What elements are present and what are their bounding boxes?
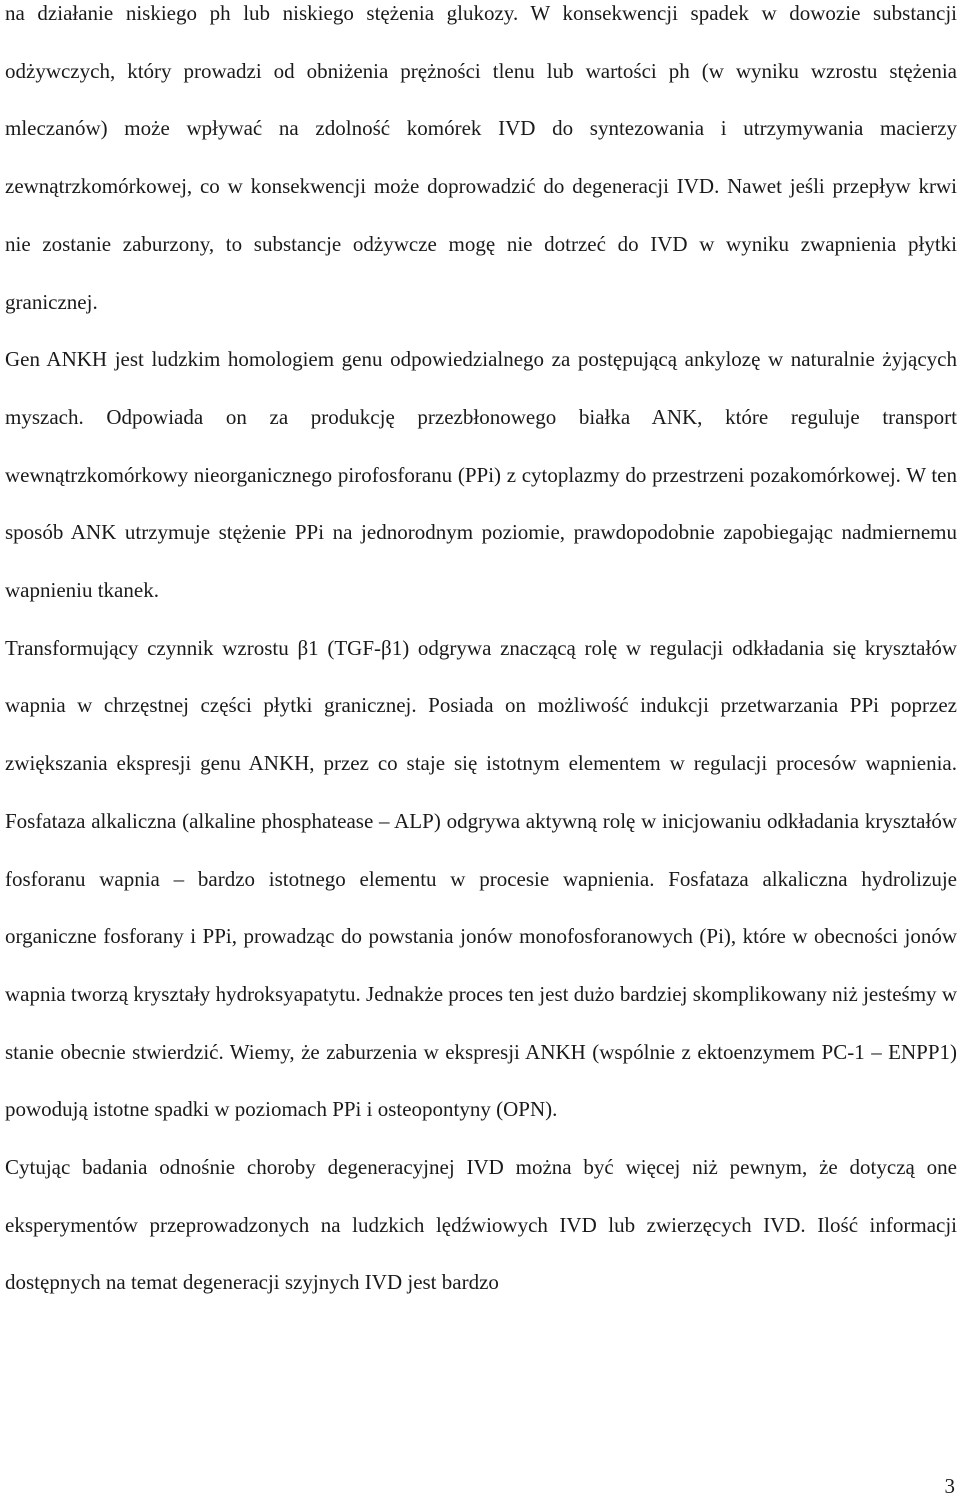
document-page — [5, 0, 957, 1312]
paragraph-tgf-beta-calcification: Transformujący czynnik wzrostu β1 (TGF-β1) odgrywa znaczącą rolę w regulacji odkładania się kryształów wapnia w chrzęstnej części płytki granicznej. Posiada on możliwość indukcji przetwarzania PPi poprzez zwiększania ekspresji genu ANKH, przez co staje się istotnym elementem w regulacji procesów wapnienia. Fosfataza alkaliczna (alkaline phosphatease – ALP) odgrywa aktywną rolę w inicjowaniu odkładania kryształów fosforanu wapnia – bardzo istotnego elementu w procesie wapnienia. Fosfataza alkaliczna hydrolizuje organiczne fosforany i PPi, prowadząc do powstania jonów monofosforanowych (Pi), które w obecności jonów wapnia tworzą kryształy hydroksyapatytu. Jednakże proces ten jest dużo bardziej skomplikowany niż jesteśmy w stanie obecnie stwierdzić. Wiemy, że zaburzenia w ekspresji ANKH (wspólnie z ektoenzymem PC-1 – ENPP1) powodują istotne spadki w poziomach PPi i osteopontyny (OPN). — [5, 635, 957, 1122]
paragraph-cervical-ivd-research: Cytując badania odnośnie choroby degeneracyjnej IVD można być więcej niż pewnym, że dotyczą one eksperymentów przeprowadzonych na ludzkich lędźwiowych IVD lub zwierzęcych IVD. Ilość informacji dostępnych na temat degeneracji szyjnych IVD jest bardzo — [5, 1155, 957, 1295]
paragraph-ankh-gene: Gen ANKH jest ludzkim homologiem genu odpowiedzialnego za postępującą ankylozę w naturalnie żyjących myszach. Odpowiada on za produkcję przezbłonowego białka ANK, które reguluje transport wewnątrzkomórkowy nieorganicznego pirofosforanu (PPi) z cytoplazmy do przestrzeni pozakomórkowej. W ten sposób ANK utrzymuje stężenie PPi na jednorodnym poziomie, prawdopodobnie zapobiegając nadmiernemu wapnieniu tkanek. — [5, 347, 957, 603]
page-number: 3 — [944, 1474, 955, 1498]
paragraph-glucose-nutrition: na działanie niskiego ph lub niskiego stężenia glukozy. W konsekwencji spadek w dowozie substancji odżywczych, który prowadzi od obniżenia prężności tlenu lub wartości ph (w wyniku wzrostu stężenia mleczanów) może wpływać na zdolność komórek IVD do syntezowania i utrzymywania macierzy zewnątrzkomórkowej, co w konsekwencji może doprowadzić do degeneracji IVD. Nawet jeśli przepływ krwi nie zostanie zaburzony, to substancje odżywcze mogę nie dotrzeć do IVD w wyniku zwapnienia płytki granicznej. — [5, 1, 957, 314]
